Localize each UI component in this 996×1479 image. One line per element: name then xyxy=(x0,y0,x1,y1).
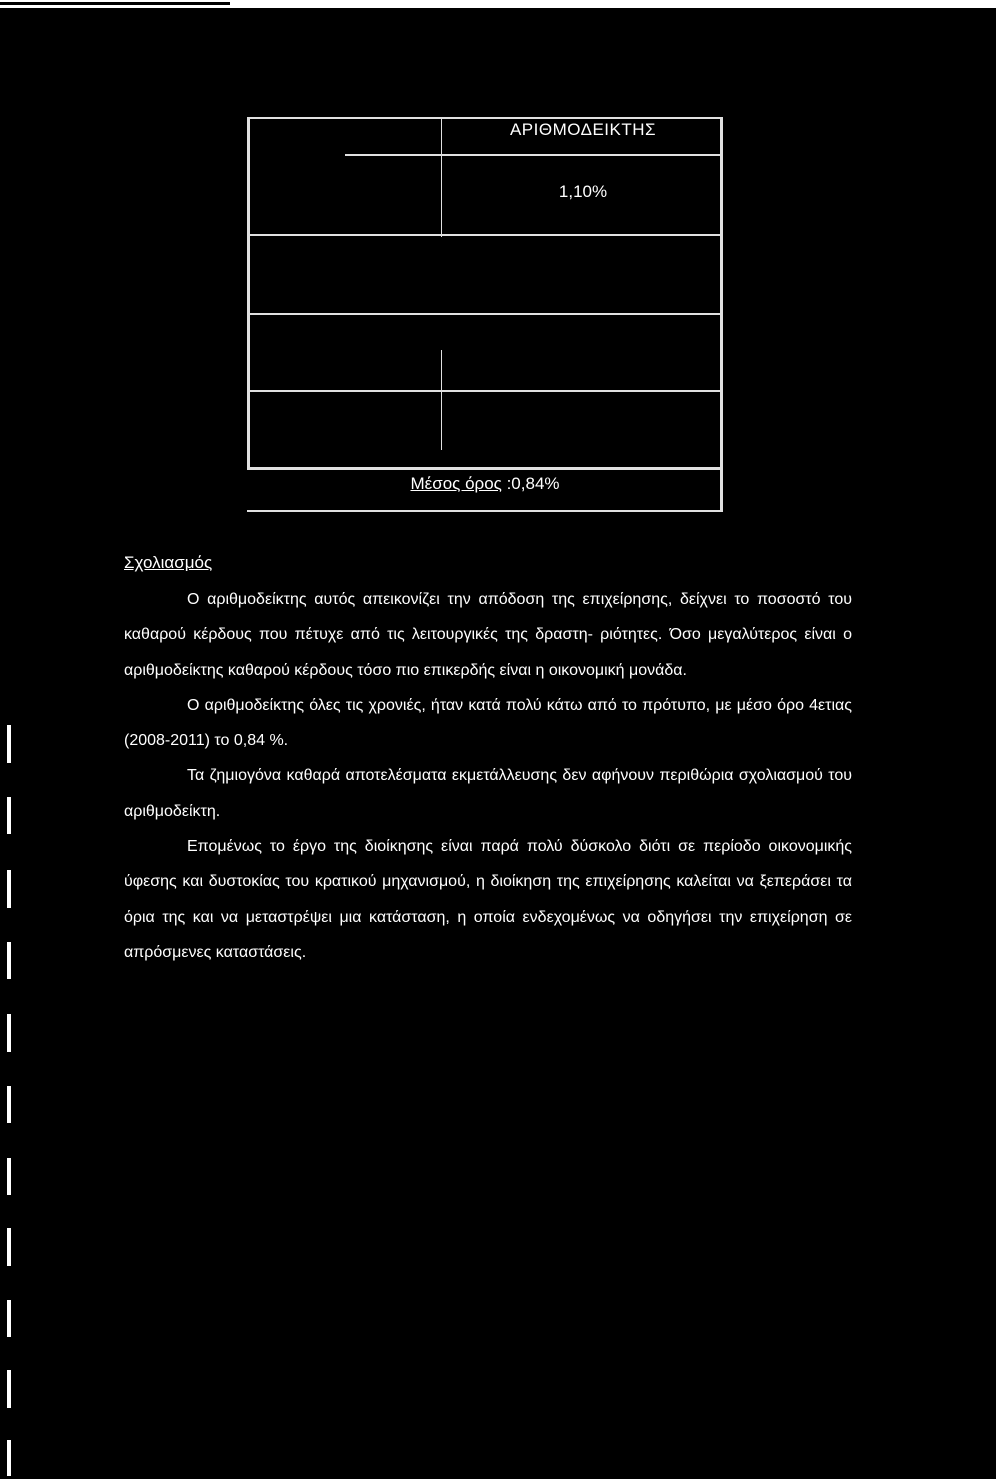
paragraph: Ο αριθμοδείκτης αυτός απεικονίζει την απόδοση της επιχείρησης, δείχνει το ποσοστό του καθαρού κέρδους που πέτυχε από τις λειτουργικές της δραστη- ριότητες. Όσο μεγαλύτερος είναι ο αριθμοδείκτης καθαρού κέρδους τόσο πιο επικερδής είναι η οικονομική μονάδα. xyxy=(124,591,852,679)
scan-mark xyxy=(7,1300,11,1337)
table-header: ΑΡΙΘΜΟΔΕΙΚΤΗΣ xyxy=(509,120,657,139)
table-left-border xyxy=(247,117,250,470)
table-row-line xyxy=(247,467,723,470)
scan-mark xyxy=(7,1440,11,1476)
table-row-line xyxy=(247,313,723,315)
table-mean-row xyxy=(247,474,723,494)
mean-value: :0,84% xyxy=(501,474,560,493)
scan-mark xyxy=(7,1158,11,1195)
table-row-line xyxy=(247,390,723,392)
scan-mark xyxy=(7,870,11,908)
scan-mark xyxy=(7,1228,11,1266)
scan-mark xyxy=(7,1086,11,1123)
commentary-body xyxy=(124,582,852,970)
scan-top-edge xyxy=(0,0,996,8)
table-top-border xyxy=(247,117,723,119)
table-column-divider xyxy=(441,117,442,237)
scan-mark xyxy=(7,1014,11,1052)
paragraph: Επομένως το έργο της διοίκησης είναι παρά πολύ δύσκολο διότι σε περίοδο οικονομικής ύφεσης και δυστοκίας του κρατικού μηχανισμού, η διοίκηση της επιχείρησης καλείται να ξεπεράσει τα όρια της και να μεταστρέψει μια κατάσταση, η οποία ενδεχομένως να οδηγήσει την επιχείρηση σε απρόσμενες καταστάσεις. xyxy=(124,838,852,961)
table-column-divider xyxy=(441,350,442,450)
table-value: 1,10% xyxy=(558,182,608,201)
table-row-line xyxy=(247,234,723,236)
scan-mark xyxy=(7,725,11,763)
paragraph: Τα ζημιογόνα καθαρά αποτελέσματα εκμετάλλευσης δεν αφήνουν περιθώρια σχολιασμού του αριθμοδείκτη. xyxy=(124,767,852,820)
scan-mark xyxy=(7,942,11,979)
table-row-line xyxy=(345,154,723,156)
mean-label: Μέσος όρος xyxy=(410,474,502,493)
scan-mark xyxy=(7,1370,11,1408)
commentary-heading: Σχολιασμός xyxy=(124,553,213,572)
table-bottom-border xyxy=(247,510,723,512)
paragraph: Ο αριθμοδείκτης όλες τις χρονιές, ήταν κατά πολύ κάτω από το πρότυπο, με μέσο όρο 4ετιας (2008-2011) το 0,84 %. xyxy=(124,696,852,750)
scan-mark xyxy=(7,797,11,834)
